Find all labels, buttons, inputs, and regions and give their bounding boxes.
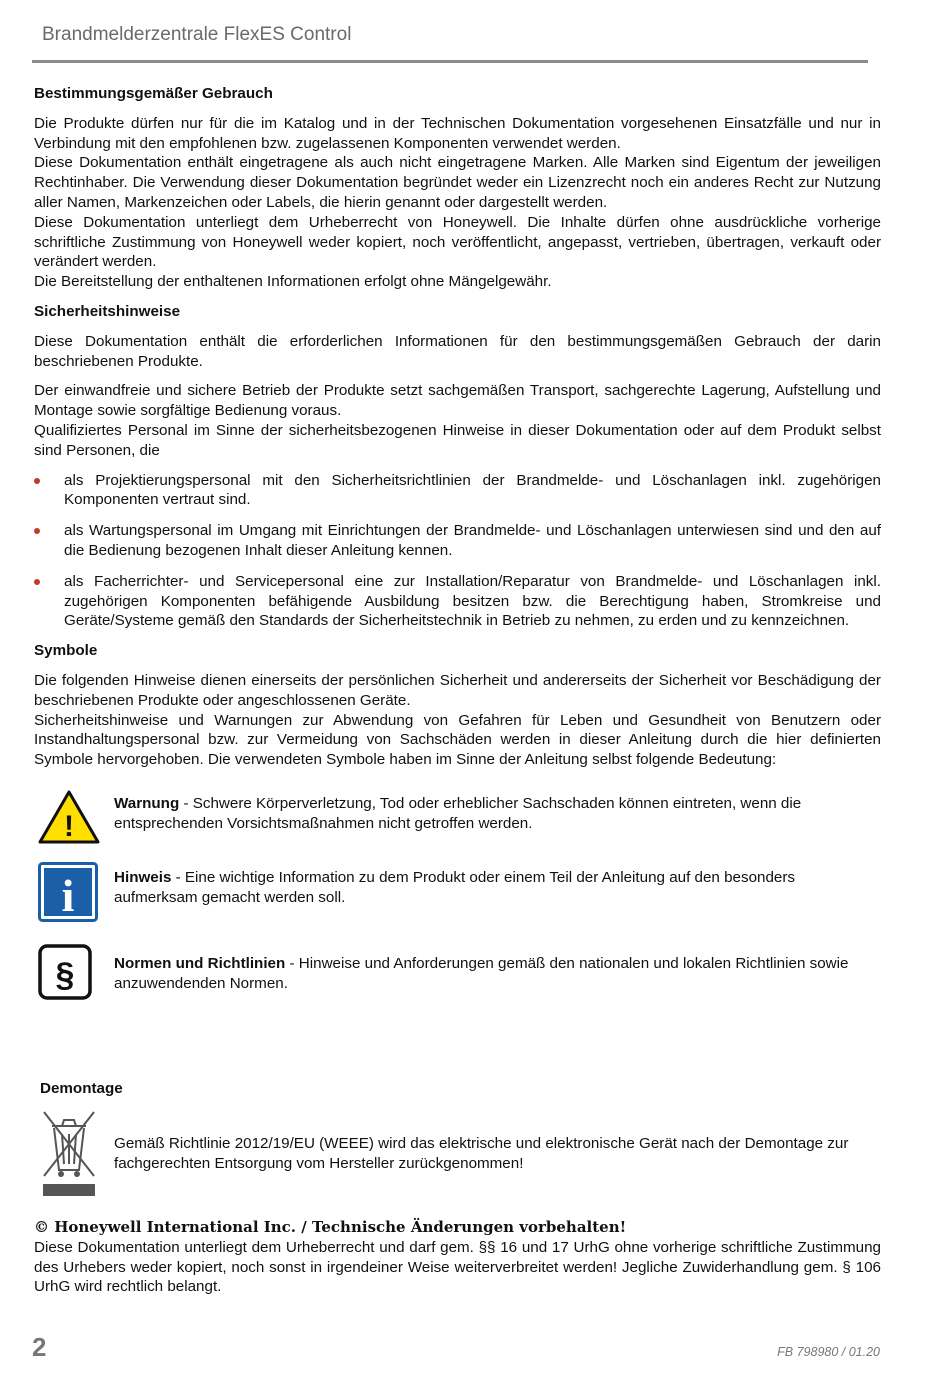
list-item-text: als Facherrichter- und Servicepersonal eine zur Installation/Reparatur von Brandmelde- und Löschanlagen inkl. zugehörigen Komponenten befähigende Ausbildung besitzen bzw. die Berechtigung haben, Stromkreise und Geräte/Systeme gemäß den Standards der Sicherheitstechnik in Betrieb zu nehmen, zu erden und zu kennzeichnen.	[64, 572, 881, 630]
bullet-icon	[34, 478, 40, 484]
list-item	[34, 572, 881, 631]
intended-use-paragraph: Diese Dokumentation enthält eingetragene als auch nicht eingetragene Marken. Alle Marken sind Eigentum der jeweiligen Rechtinhaber. Die Verwendung dieser Dokumentation begründet weder ein Lizenzrecht noch ein anderes Recht zur Nutzung aller Namen, Markenzeichen oder Labels, die hierin genannt oder dargestellt werden.	[34, 154, 881, 211]
symbol-norms-text	[114, 954, 874, 994]
symbols-paragraph: Sicherheitshinweise und Warnungen zur Abwendung von Gefahren für Leben und Gesundheit von Benutzern oder Instandhaltungspersonal bzw. zur Vermeidung von Sachschäden werden in dieser Anleitung durch die hier definierten Symbole hervorgehoben. Die verwendeten Symbole haben im Sinne der Anleitung selbst folgende Bedeutung:	[34, 711, 881, 769]
symbol-info-row	[34, 864, 881, 950]
paragraph-icon	[38, 944, 92, 1006]
intended-use-paragraph: Die Produkte dürfen nur für die im Katalog und in der Technischen Dokumentation vorgesehenen Einsatzfälle und nur in Verbindung mit den empfohlenen bzw. zugelassenen Komponenten verwendet werden.	[34, 114, 881, 152]
symbols-paragraph: Die folgenden Hinweise dienen einerseits der persönlichen Sicherheit und andererseits der Sicherheit vor Beschädigung der beschriebenen Produkte oder angeschlossenen Geräte.	[34, 671, 881, 709]
intended-use-paragraph: Die Bereitstellung der enthaltenen Informationen erfolgt ohne Mängelgewähr.	[34, 273, 552, 291]
list-item	[34, 471, 881, 511]
safety-paragraph: Qualifiziertes Personal im Sinne der sicherheitsbezogenen Hinweise in dieser Dokumentation oder auf dem Produkt selbst sind Personen, die	[34, 421, 881, 459]
warning-triangle-icon	[38, 790, 100, 850]
intended-use-heading: Bestimmungsgemäßer Gebrauch	[34, 85, 273, 102]
bullet-icon	[34, 528, 40, 534]
symbol-info-text	[114, 868, 874, 908]
list-item-text: als Projektierungspersonal mit den Sicherheitsrichtlinien der Brandmelde- und Löschanlagen inkl. zugehörigen Komponenten vertraut sind.	[64, 471, 881, 509]
header-title: Brandmelderzentrale FlexES Control	[42, 24, 352, 45]
bullet-icon	[34, 579, 40, 585]
symbol-warning-row	[34, 790, 881, 864]
paragraph-glyph: §	[55, 955, 75, 994]
disposal-text: Gemäß Richtlinie 2012/19/EU (WEEE) wird das elektrische und elektronische Gerät nach der Demontage zur fachgerechten Entsorgung vom Hersteller zurückgenommen!	[114, 1135, 849, 1172]
symbol-warning-text	[114, 794, 874, 834]
intended-use-paragraph: Diese Dokumentation unterliegt dem Urheberrecht von Honeywell. Die Inhalte dürfen ohne ausdrückliche vorherige schriftliche Zustimmung von Honeywell weder kopiert, noch veröffentlicht, angepasst, vertrieben, übertragen, verkauft oder verändert werden.	[34, 213, 881, 271]
list-item-text: als Wartungspersonal im Umgang mit Einrichtungen der Brandmelde- und Löschanlagen unterwiesen sind und den auf die Bedienung bezogenen Inhalt dieser Anleitung kennen.	[64, 522, 881, 559]
header-rule	[32, 60, 868, 63]
list-item	[34, 521, 881, 561]
symbol-label: Normen und Richtlinien	[114, 954, 286, 972]
warning-glyph: !	[64, 809, 74, 843]
safety-paragraph: Der einwandfreie und sichere Betrieb der Produkte setzt sachgemäßen Transport, sachgerechte Lagerung, Aufstellung und Montage sowie sorgfältige Bedienung voraus.	[34, 382, 881, 420]
safety-paragraph: Diese Dokumentation enthält die erforderlichen Informationen für den bestimmungsgemäßen Gebrauch der darin beschriebenen Produkte.	[34, 332, 881, 370]
info-icon	[38, 862, 98, 928]
symbols-heading: Symbole	[34, 642, 98, 660]
symbol-description: - Schwere Körperverletzung, Tod oder erheblicher Sachschaden können eintreten, wenn die entsprechenden Vorsichtsmaßnahmen nicht getroffen werden.	[114, 794, 802, 832]
symbol-label: Warnung	[114, 794, 180, 812]
document-id: FB 798980 / 01.20	[777, 1345, 880, 1359]
copyright-text: Diese Dokumentation unterliegt dem Urheberrecht und darf gem. §§ 16 und 17 UrhG ohne vorherige schriftliche Zustimmung des Urhebers weder kopiert, noch sonst in irgendeiner Weise weiterverbreitet werden! Jegliche Zuwiderhandlung gem. § 106 UrhG wird rechtlich belangt.	[34, 1238, 881, 1296]
page-number: 2	[32, 1332, 47, 1362]
safety-heading: Sicherheitshinweise	[34, 302, 181, 320]
symbol-norms-row	[34, 950, 881, 1040]
copyright-block	[34, 1218, 881, 1297]
symbol-description: - Eine wichtige Information zu dem Produkt oder einem Teil der Anleitung auf den besonders aufmerksam gemacht werden soll.	[114, 868, 796, 906]
weee-crossed-bin-icon	[40, 1108, 98, 1202]
symbol-description: - Hinweise und Anforderungen gemäß den nationalen und lokalen Richtlinien sowie anzuwendenden Normen.	[114, 954, 849, 992]
symbol-label: Hinweis	[114, 868, 172, 886]
disposal-heading: Demontage	[40, 1080, 123, 1097]
main-content	[34, 84, 881, 1040]
copyright-heading: © Honeywell International Inc. / Technische Änderungen vorbehalten!	[34, 1218, 627, 1236]
qualified-personnel-list	[34, 471, 881, 632]
info-glyph: i	[61, 869, 75, 921]
